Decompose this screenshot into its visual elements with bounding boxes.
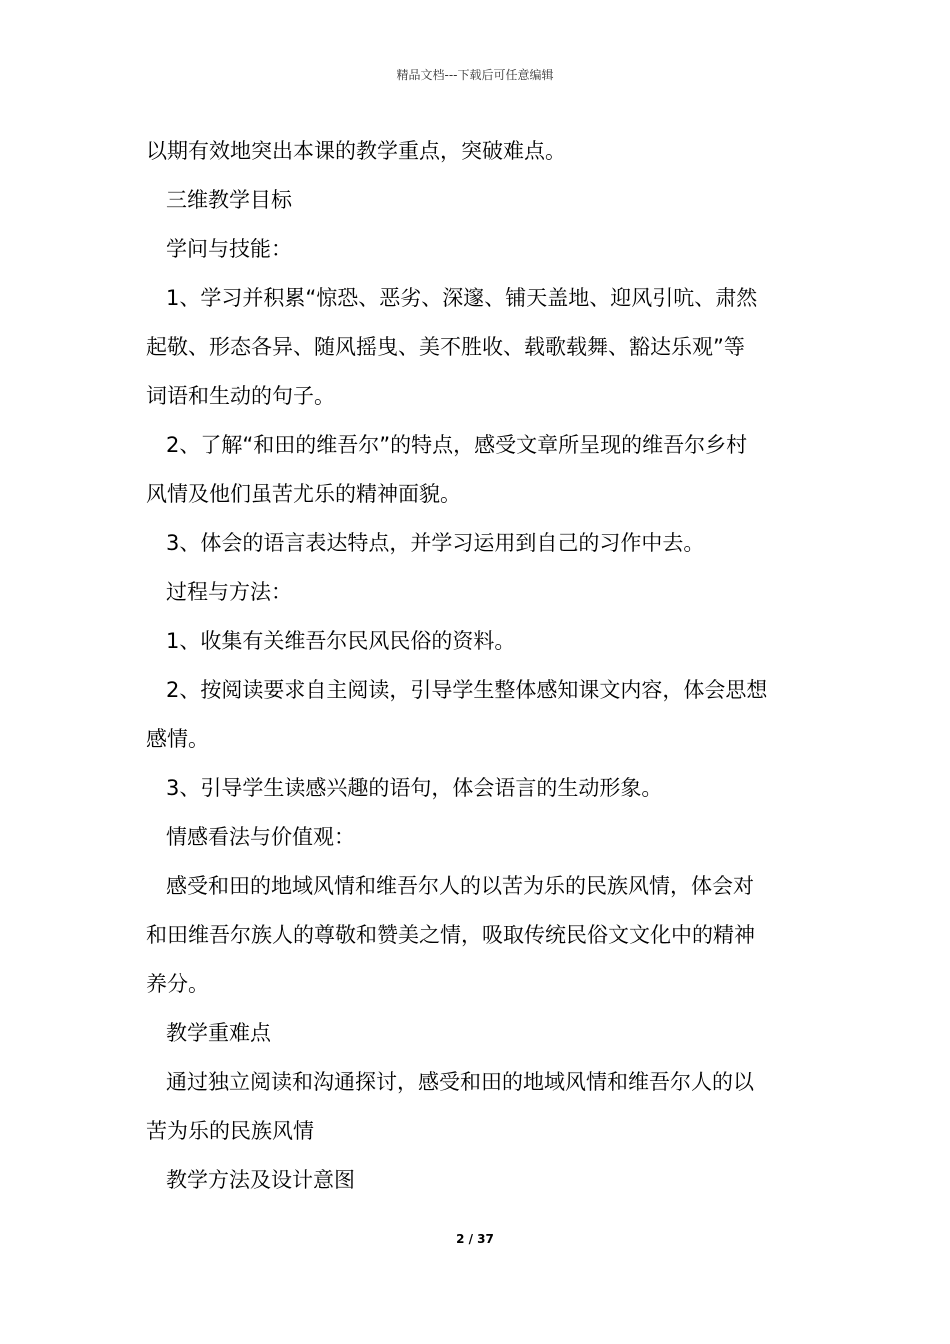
text-line: 风情及他们虽苦尤乐的精神面貌。 — [146, 482, 461, 506]
text-line: 三维教学目标 — [166, 188, 292, 212]
text-line: 感情。 — [146, 727, 209, 751]
page-header: 精品文档---下载后可任意编辑 — [396, 68, 554, 82]
page-number: 2 / 37 — [456, 1232, 494, 1246]
text-line: 教学方法及设计意图 — [166, 1168, 355, 1192]
text-line: 2、按阅读要求自主阅读，引导学生整体感知课文内容，体会思想 — [166, 678, 768, 702]
text-line: 2、了解“和田的维吾尔”的特点，感受文章所呈现的维吾尔乡村 — [166, 433, 748, 457]
text-line: 3、引导学生读感兴趣的语句，体会语言的生动形象。 — [166, 776, 663, 800]
text-line: 和田维吾尔族人的尊敬和赞美之情，吸取传统民俗文文化中的精神 — [146, 923, 755, 947]
text-line: 1、收集有关维吾尔民风民俗的资料。 — [166, 629, 516, 653]
text-line: 通过独立阅读和沟通探讨，感受和田的地域风情和维吾尔人的以 — [166, 1070, 754, 1094]
text-line: 教学重难点 — [166, 1021, 271, 1045]
document-body — [146, 127, 808, 1205]
text-line: 养分。 — [146, 972, 209, 996]
text-line: 词语和生动的句子。 — [146, 384, 335, 408]
text-line: 1、学习并积累“惊恐、恶劣、深邃、铺天盖地、迎风引吭、肃然 — [166, 286, 758, 310]
text-line: 情感看法与价值观： — [166, 825, 355, 849]
text-line: 过程与方法： — [166, 580, 292, 604]
text-line: 苦为乐的民族风情 — [146, 1119, 314, 1143]
text-line: 3、体会的语言表达特点，并学习运用到自己的习作中去。 — [166, 531, 705, 555]
text-line: 以期有效地突出本课的教学重点，突破难点。 — [146, 139, 566, 163]
text-line: 起敬、形态各异、随风摇曳、美不胜收、载歌载舞、豁达乐观”等 — [146, 335, 745, 359]
text-line: 学问与技能： — [166, 237, 292, 261]
text-line: 感受和田的地域风情和维吾尔人的以苦为乐的民族风情，体会对 — [166, 874, 754, 898]
